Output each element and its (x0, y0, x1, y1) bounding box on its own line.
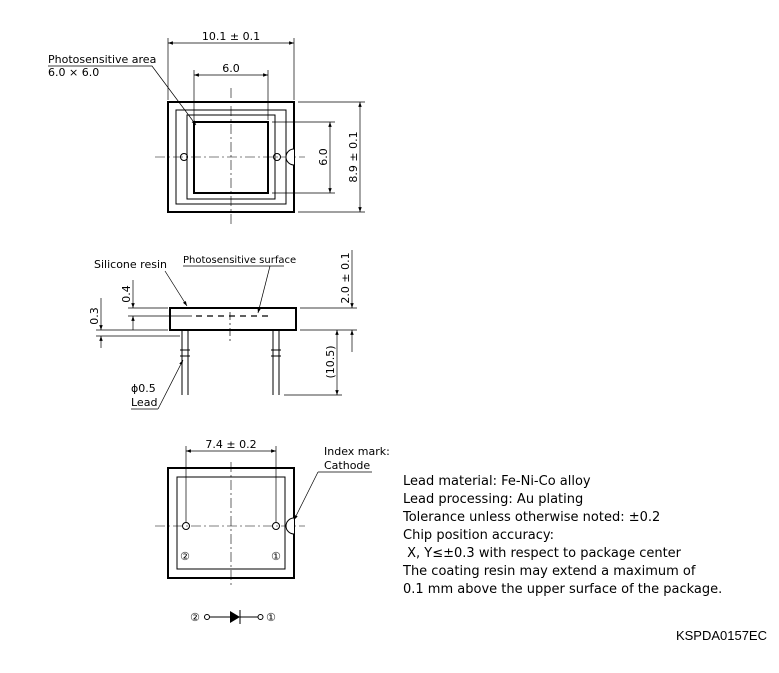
photosensitive-area-label: Photosensitive area (48, 53, 157, 66)
top-width-dimension: 10.1 ± 0.1 (201, 30, 261, 43)
lead-length-dimension: (10.5) (324, 345, 337, 379)
symbol-pin-1: ① (266, 611, 276, 624)
dimension-0-4: 0.4 (120, 285, 133, 303)
lead-label: Lead (131, 396, 158, 409)
side-lead-right (271, 330, 281, 395)
bottom-index-notch (286, 518, 294, 534)
symbol-pin-2: ② (190, 611, 200, 624)
pin-1-label: ① (271, 550, 281, 563)
drawing-code: KSPDA0157EC (675, 628, 767, 643)
photosensitive-area-size: 6.0 × 6.0 (48, 66, 100, 79)
note-line: Lead material: Fe-Ni-Co alloy (403, 474, 591, 489)
top-height-dimension: 8.9 ± 0.1 (347, 131, 360, 183)
note-line: X, Y≤±0.3 with respect to package center (403, 546, 682, 561)
silicone-resin-label: Silicone resin (94, 258, 167, 271)
top-view (48, 30, 365, 226)
pin-2-label: ② (180, 550, 190, 563)
side-package-body (170, 308, 296, 330)
side-view (88, 250, 357, 409)
diode-symbol (190, 610, 276, 624)
note-line: Chip position accuracy: (403, 528, 555, 543)
note-line: 0.1 mm above the upper surface of the package. (403, 582, 723, 597)
side-height-dimension: 2.0 ± 0.1 (339, 252, 352, 304)
note-line: The coating resin may extend a maximum of (403, 564, 696, 579)
index-mark-label: Index mark: (324, 445, 390, 458)
note-line: Lead processing: Au plating (403, 492, 584, 507)
top-area-width-dimension: 6.0 (222, 62, 240, 75)
index-mark-cathode: Cathode (324, 459, 371, 472)
notes-block (402, 474, 722, 597)
dimension-0-3: 0.3 (88, 307, 101, 325)
photosensitive-surface-label: Photosensitive surface (183, 255, 297, 266)
diode-triangle-icon (230, 611, 240, 623)
bottom-view (155, 438, 390, 586)
lead-diameter-label: ϕ0.5 (131, 382, 156, 395)
top-area-height-dimension: 6.0 (317, 148, 330, 166)
top-index-notch (286, 149, 294, 165)
note-line: Tolerance unless otherwise noted: ±0.2 (403, 510, 661, 525)
pin-pitch-dimension: 7.4 ± 0.2 (205, 438, 257, 451)
